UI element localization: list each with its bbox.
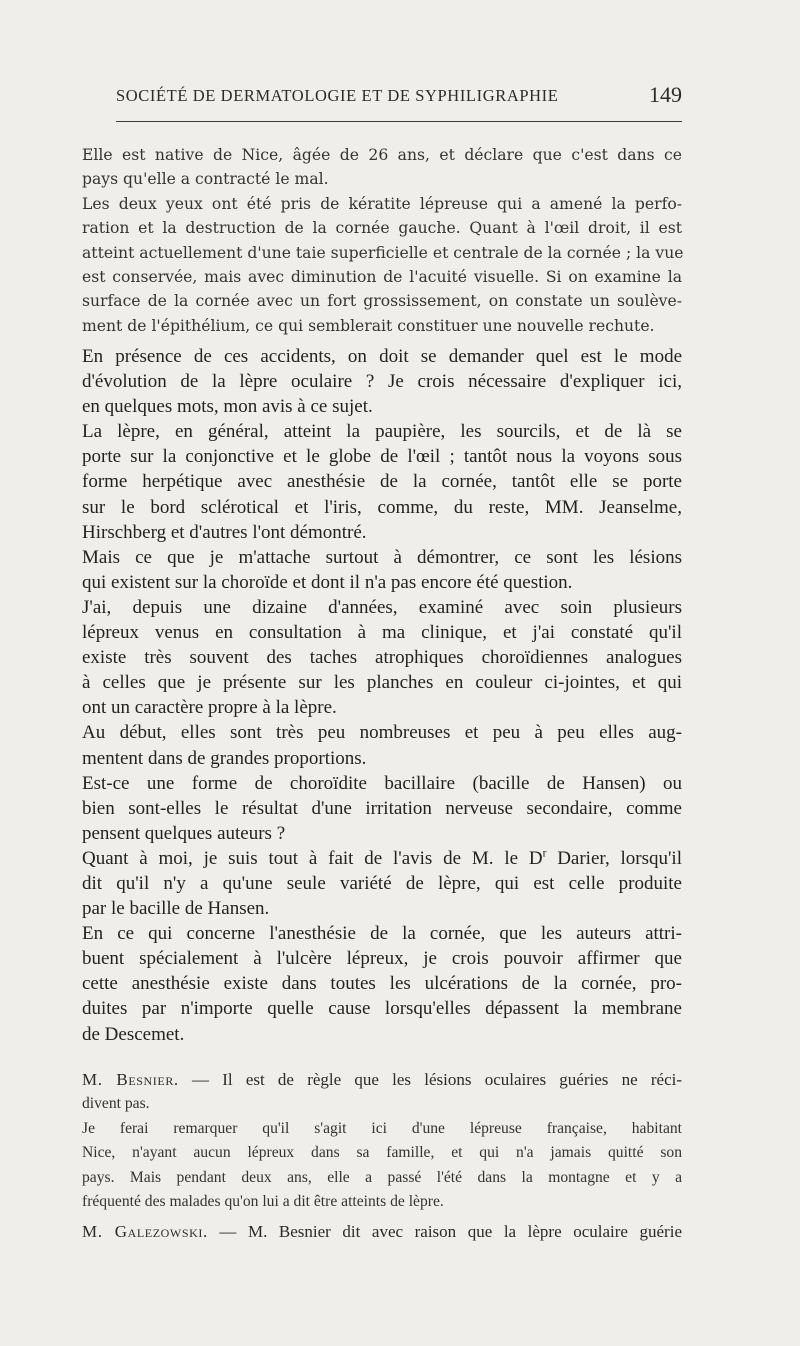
text-segment: — Il est de règle que les lésions oculaires guéries ne réci- <box>178 1070 682 1089</box>
text-line: bien sont-elles le résultat d'une irritation nerveuse secondaire, comme <box>82 797 682 819</box>
text-line: porte sur la conjonctive et le globe de l'œil ; tantôt nous la voyons sous <box>82 446 682 468</box>
text-line: mentent dans de grandes proportions. <box>82 747 367 769</box>
text-line: à celles que je présente sur les planches en couleur ci-jointes, et qui <box>82 672 682 694</box>
header-rule <box>116 121 682 122</box>
text-line: atteint actuellement d'une taie superficielle et centrale de la cornée ; la vue <box>82 243 684 262</box>
comments-section <box>82 1068 682 1245</box>
text-line: en quelques mots, mon avis à ce sujet. <box>82 396 373 418</box>
text-line: Je ferai remarquer qu'il s'agit ici d'une lépreuse française, habitant <box>82 1119 682 1137</box>
text-line: dit qu'il n'y a qu'une seule variété de lèpre, qui est celle produite <box>82 872 682 894</box>
text-line: pensent quelques auteurs ? <box>82 822 286 844</box>
text-line: est conservée, mais avec diminution de l'acuité visuelle. Si on examine la <box>82 267 682 286</box>
text-line: surface de la cornée avec un fort grossissement, on constate un soulève- <box>82 292 682 311</box>
text-line: buent spécialement à l'ulcère lépreux, je crois pouvoir affirmer que <box>82 948 682 970</box>
text-line: Est-ce une forme de choroïdite bacillaire (bacille de Hansen) ou <box>82 772 682 794</box>
text-line: d'évolution de la lèpre oculaire ? Je crois nécessaire d'expliquer ici, <box>82 371 682 393</box>
page-number: 149 <box>649 82 682 107</box>
text-segment: Darier, lorsqu'il <box>546 847 682 869</box>
text-segment: — M. Besnier dit avec raison que la lèpre oculaire guérie <box>207 1222 682 1242</box>
text-line: lépreux venus en consultation à ma clinique, et j'ai constaté qu'il <box>82 622 682 644</box>
comment-galezowski <box>82 1220 682 1244</box>
case-description <box>82 143 682 338</box>
text-line: Mais ce que je m'attache surtout à démontrer, ce sont les lésions <box>82 546 682 568</box>
text-line-darier <box>82 846 682 871</box>
text-line: J'ai, depuis une dizaine d'années, examiné avec soin plusieurs <box>82 596 682 618</box>
text-line: de Descemet. <box>82 1023 185 1045</box>
text-line: pays qu'elle a contracté le mal. <box>82 170 329 189</box>
speaker-name: M. Galezowski. <box>82 1222 208 1242</box>
text-line: forme herpétique avec anesthésie de la cornée, tantôt elle se porte <box>82 471 682 493</box>
text-line: par le bacille de Hansen. <box>82 898 270 920</box>
text-line: pays. Mais pendant deux ans, elle a passé l'été dans la montagne et y a <box>82 1168 682 1186</box>
text-line: ment de l'épithélium, ce qui semblerait constituer une nouvelle rechute. <box>82 316 655 335</box>
superscript: r <box>542 847 547 860</box>
text-line: fréquenté des malades qu'on lui a dit être atteints de lèpre. <box>82 1193 444 1211</box>
comment-besnier <box>82 1068 682 1092</box>
text-line: divent pas. <box>82 1095 150 1113</box>
text-segment: Quant à moi, je suis tout à fait de l'avis de M. le D <box>82 847 543 869</box>
text-line: Hirschberg et d'autres l'ont démontré. <box>82 521 367 543</box>
header-title: SOCIÉTÉ DE DERMATOLOGIE ET DE SYPHILIGRAPHIE <box>116 86 559 105</box>
text-line: cette anesthésie existe dans toutes les ulcérations de la cornée, pro- <box>82 973 682 995</box>
main-discussion <box>82 344 682 1047</box>
speaker-name: M. Besnier. <box>82 1070 179 1089</box>
text-line: sur le bord sclérotical et l'iris, comme, du reste, MM. Jeanselme, <box>82 496 682 518</box>
text-line: En ce qui concerne l'anesthésie de la cornée, que les auteurs attri- <box>82 923 682 945</box>
text-line: Nice, n'ayant aucun lépreux dans sa famille, et qui n'a jamais quitté son <box>82 1144 682 1162</box>
text-line: La lèpre, en général, atteint la paupière, les sourcils, et de là se <box>82 421 682 443</box>
text-line: ration et la destruction de la cornée gauche. Quant à l'œil droit, il est <box>82 219 682 238</box>
text-line: Au début, elles sont très peu nombreuses et peu à peu elles aug- <box>82 722 682 744</box>
running-header <box>116 82 682 112</box>
text-line: Les deux yeux ont été pris de kératite lépreuse qui a amené la perfo- <box>82 194 682 213</box>
comment-body <box>82 1092 682 1214</box>
text-line: existe très souvent des taches atrophiques choroïdiennes analogues <box>82 647 682 669</box>
text-line: duites par n'importe quelle cause lorsqu'elles dépassent la membrane <box>82 998 682 1020</box>
text-line: qui existent sur la choroïde et dont il n'a pas encore été question. <box>82 571 573 593</box>
text-line: Elle est native de Nice, âgée de 26 ans, et déclare que c'est dans ce <box>82 146 682 164</box>
text-line: En présence de ces accidents, on doit se demander quel est le mode <box>82 346 682 367</box>
text-line: ont un caractère propre à la lèpre. <box>82 697 337 719</box>
